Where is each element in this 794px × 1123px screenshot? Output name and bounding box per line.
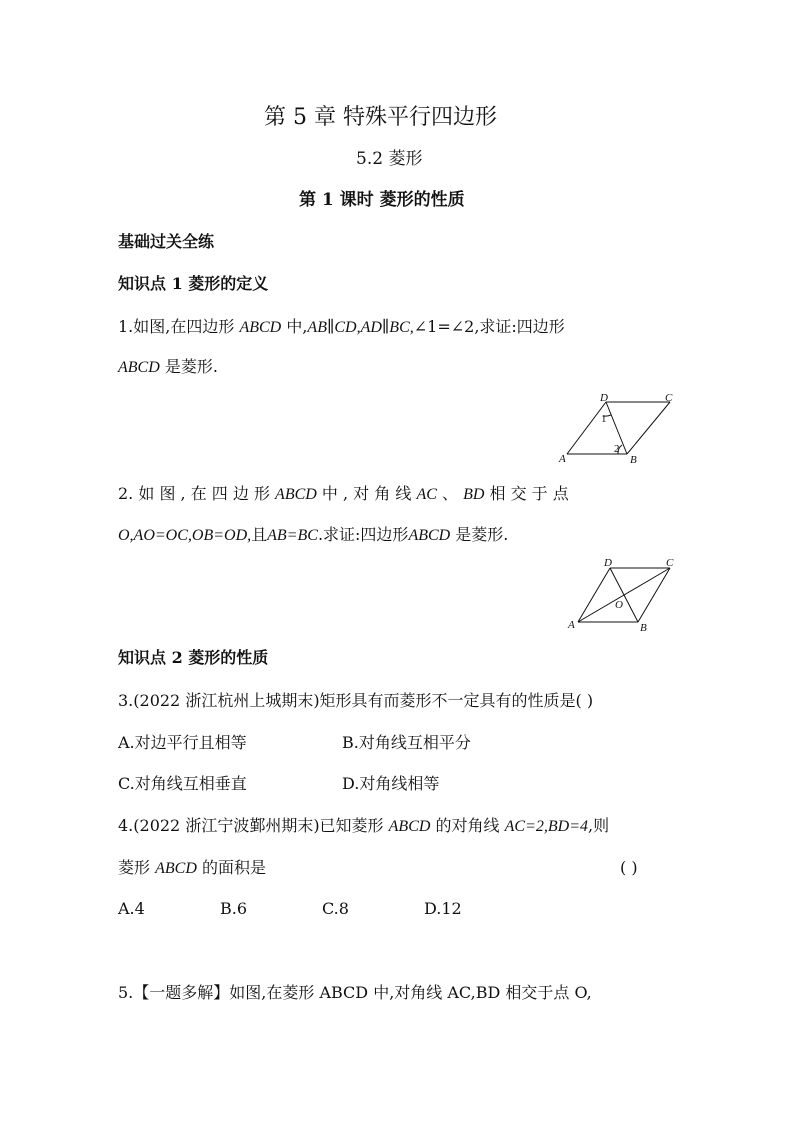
label-o: O: [615, 599, 623, 611]
question-3-option-c: C.对角线互相垂直: [118, 774, 247, 793]
question-1-line-1: 1.如图,在四边形 ABCD 中,AB∥CD,AD∥BC,∠1=∠2,求证:四边形: [118, 317, 565, 336]
side-da: [567, 402, 606, 454]
question-2-figure: [560, 556, 685, 634]
label-d: D: [604, 557, 612, 569]
label-a: A: [568, 619, 575, 631]
question-4-option-d: D.12: [424, 899, 462, 918]
label-d: D: [600, 392, 608, 404]
knowledge-point-1-title: 知识点 1 菱形的定义: [118, 274, 269, 293]
question-3-option-a: A.对边平行且相等: [118, 733, 247, 752]
section-title: 5.2 菱形: [356, 149, 423, 169]
chapter-title: 第 5 章 特殊平行四边形: [264, 105, 497, 130]
diagonal-bd: [610, 568, 638, 622]
question-5-line-1: 5.【一题多解】如图,在菱形 ABCD 中,对角线 AC,BD 相交于点 O,: [118, 983, 592, 1002]
question-3-option-b: B.对角线互相平分: [342, 733, 471, 752]
lesson-title: 第 1 课时 菱形的性质: [299, 190, 465, 210]
question-4-line-1: 4.(2022 浙江宁波鄞州期末)已知菱形 ABCD 的对角线 AC=2,BD=4,则: [118, 816, 610, 835]
label-c: C: [665, 392, 673, 404]
side-bc: [627, 402, 670, 454]
question-1-line-2: ABCD 是菱形.: [118, 357, 218, 376]
question-2-line-2: O,AO=OC,OB=OD,且AB=BC.求证:四边形ABCD 是菱形.: [118, 525, 509, 544]
label-c: C: [666, 557, 674, 569]
label-b: B: [640, 622, 647, 634]
label-a: A: [559, 453, 566, 465]
label-b: B: [630, 454, 637, 465]
side-da: [578, 568, 610, 622]
question-4-option-a: A.4: [118, 899, 145, 918]
question-1-figure: [552, 390, 682, 465]
question-4-option-c: C.8: [322, 899, 349, 918]
knowledge-point-2-title: 知识点 2 菱形的性质: [118, 648, 269, 667]
question-4-option-b: B.6: [220, 899, 248, 918]
question-4-line-2: 菱形 ABCD 的面积是: [118, 858, 266, 877]
label-angle-1: 1: [601, 413, 607, 425]
practice-heading: 基础过关全练: [118, 232, 215, 251]
question-2-line-1: 2. 如 图 , 在 四 边 形 ABCD 中 , 对 角 线 AC 、 BD 相 交 于 点: [118, 484, 569, 503]
label-angle-2: 2: [614, 443, 620, 455]
question-4-answer-blank: ( ): [620, 858, 638, 877]
question-3-stem: 3.(2022 浙江杭州上城期末)矩形具有而菱形不一定具有的性质是( ): [118, 691, 594, 710]
question-3-option-d: D.对角线相等: [342, 774, 440, 793]
side-bc: [638, 568, 670, 622]
